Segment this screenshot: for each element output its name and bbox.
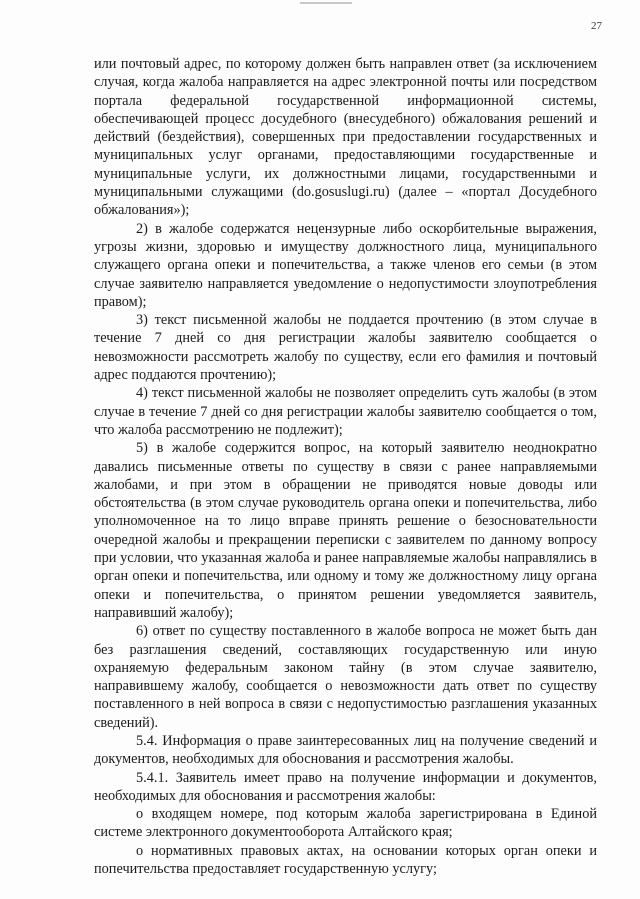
paragraph-item-6: 6) ответ по существу поставленного в жалобе вопроса не может быть дан без разглашения сведений, составляющих государственную или иную охраняемую федеральным законом тайну (в этом случае заявителю, направившему жалобу, сообщается о невозможности дать ответ по существу поставленного в ней вопроса в связи с недопустимостью разглашения указанных сведений). (94, 623, 597, 731)
page-number: 27 (591, 20, 602, 32)
paragraph-item-5: 5) в жалобе содержится вопрос, на который заявителю неоднократно давались письменные ответы по существу в связи с ранее направляемыми жалобами, и при этом в обращении не приводятся новые доводы или обстоятельства (в этом случае руководитель органа опеки и попечительства, либо уполномоченное на то лицо вправе принять решение о безосновательности очередной жалобы и прекращении переписки с заявителем по данному вопросу при условии, что указанная жалоба и ранее направляемые жалобы направлялись в орган опеки и попечительства, или одному и тому же должностному лицу органа опеки и попечительства, о принятом решении уведомляется заявитель, направивший жалобу); (94, 440, 597, 621)
paragraph-incoming-number: о входящем номере, под которым жалоба зарегистрирована в Единой системе электронного документооборота Алтайского края; (94, 806, 597, 841)
scan-edge-mark (300, 2, 352, 4)
paragraph-item-4: 4) текст письменной жалобы не позволяет определить суть жалобы (в этом случае в течение 7 дней со дня регистрации жалобы заявителю сообщается о том, что жалоба рассмотрению не подлежит); (94, 385, 597, 438)
section-5-4-heading: 5.4. Информация о праве заинтересованных лиц на получение сведений и документов, необходимых для обоснования и рассмотрения жалобы. (94, 732, 597, 768)
paragraph-normative-acts: о нормативных правовых актах, на основании которых орган опеки и попечительства предоставляет государственную услугу; (94, 842, 597, 878)
paragraph-continuation: или почтовый адрес, по которому должен быть направлен ответ (за исключением случая, когда жалоба направляется на адрес электронной почты или посредством портала федеральной государственной информационной системы, обеспечивающей процесс досудебного (внесудебного) обжалования решений и действий (бездействия), совершенных при предоставлении государственных и муниципальных услуг органами, предоставляющими государственные и муниципальные услуги, их должностными лицами, государственными и муниципальными служащими (do.gosuslugi.ru) (далее – «портал Досудебного обжалования»); (94, 56, 597, 219)
paragraph-item-2: 2) в жалобе содержатся нецензурные либо оскорбительные выражения, угрозы жизни, здоровью и имуществу должностного лица, муниципального служащего органа опеки и попечительства, а также членов его семьи (в этом случае заявителю направляется уведомление о недопустимости злоупотребления правом); (94, 220, 597, 310)
section-5-4-1: 5.4.1. Заявитель имеет право на получение информации и документов, необходимых для обоснования и рассмотрения жалобы: (94, 769, 597, 804)
paragraph-item-3: 3) текст письменной жалобы не поддается прочтению (в этом случае в течение 7 дней со дня регистрации жалобы заявителю сообщается о невозможности рассмотреть жалобу по существу, если его фамилия и почтовый адрес поддаются прочтению); (94, 312, 597, 384)
document-body (94, 55, 597, 878)
